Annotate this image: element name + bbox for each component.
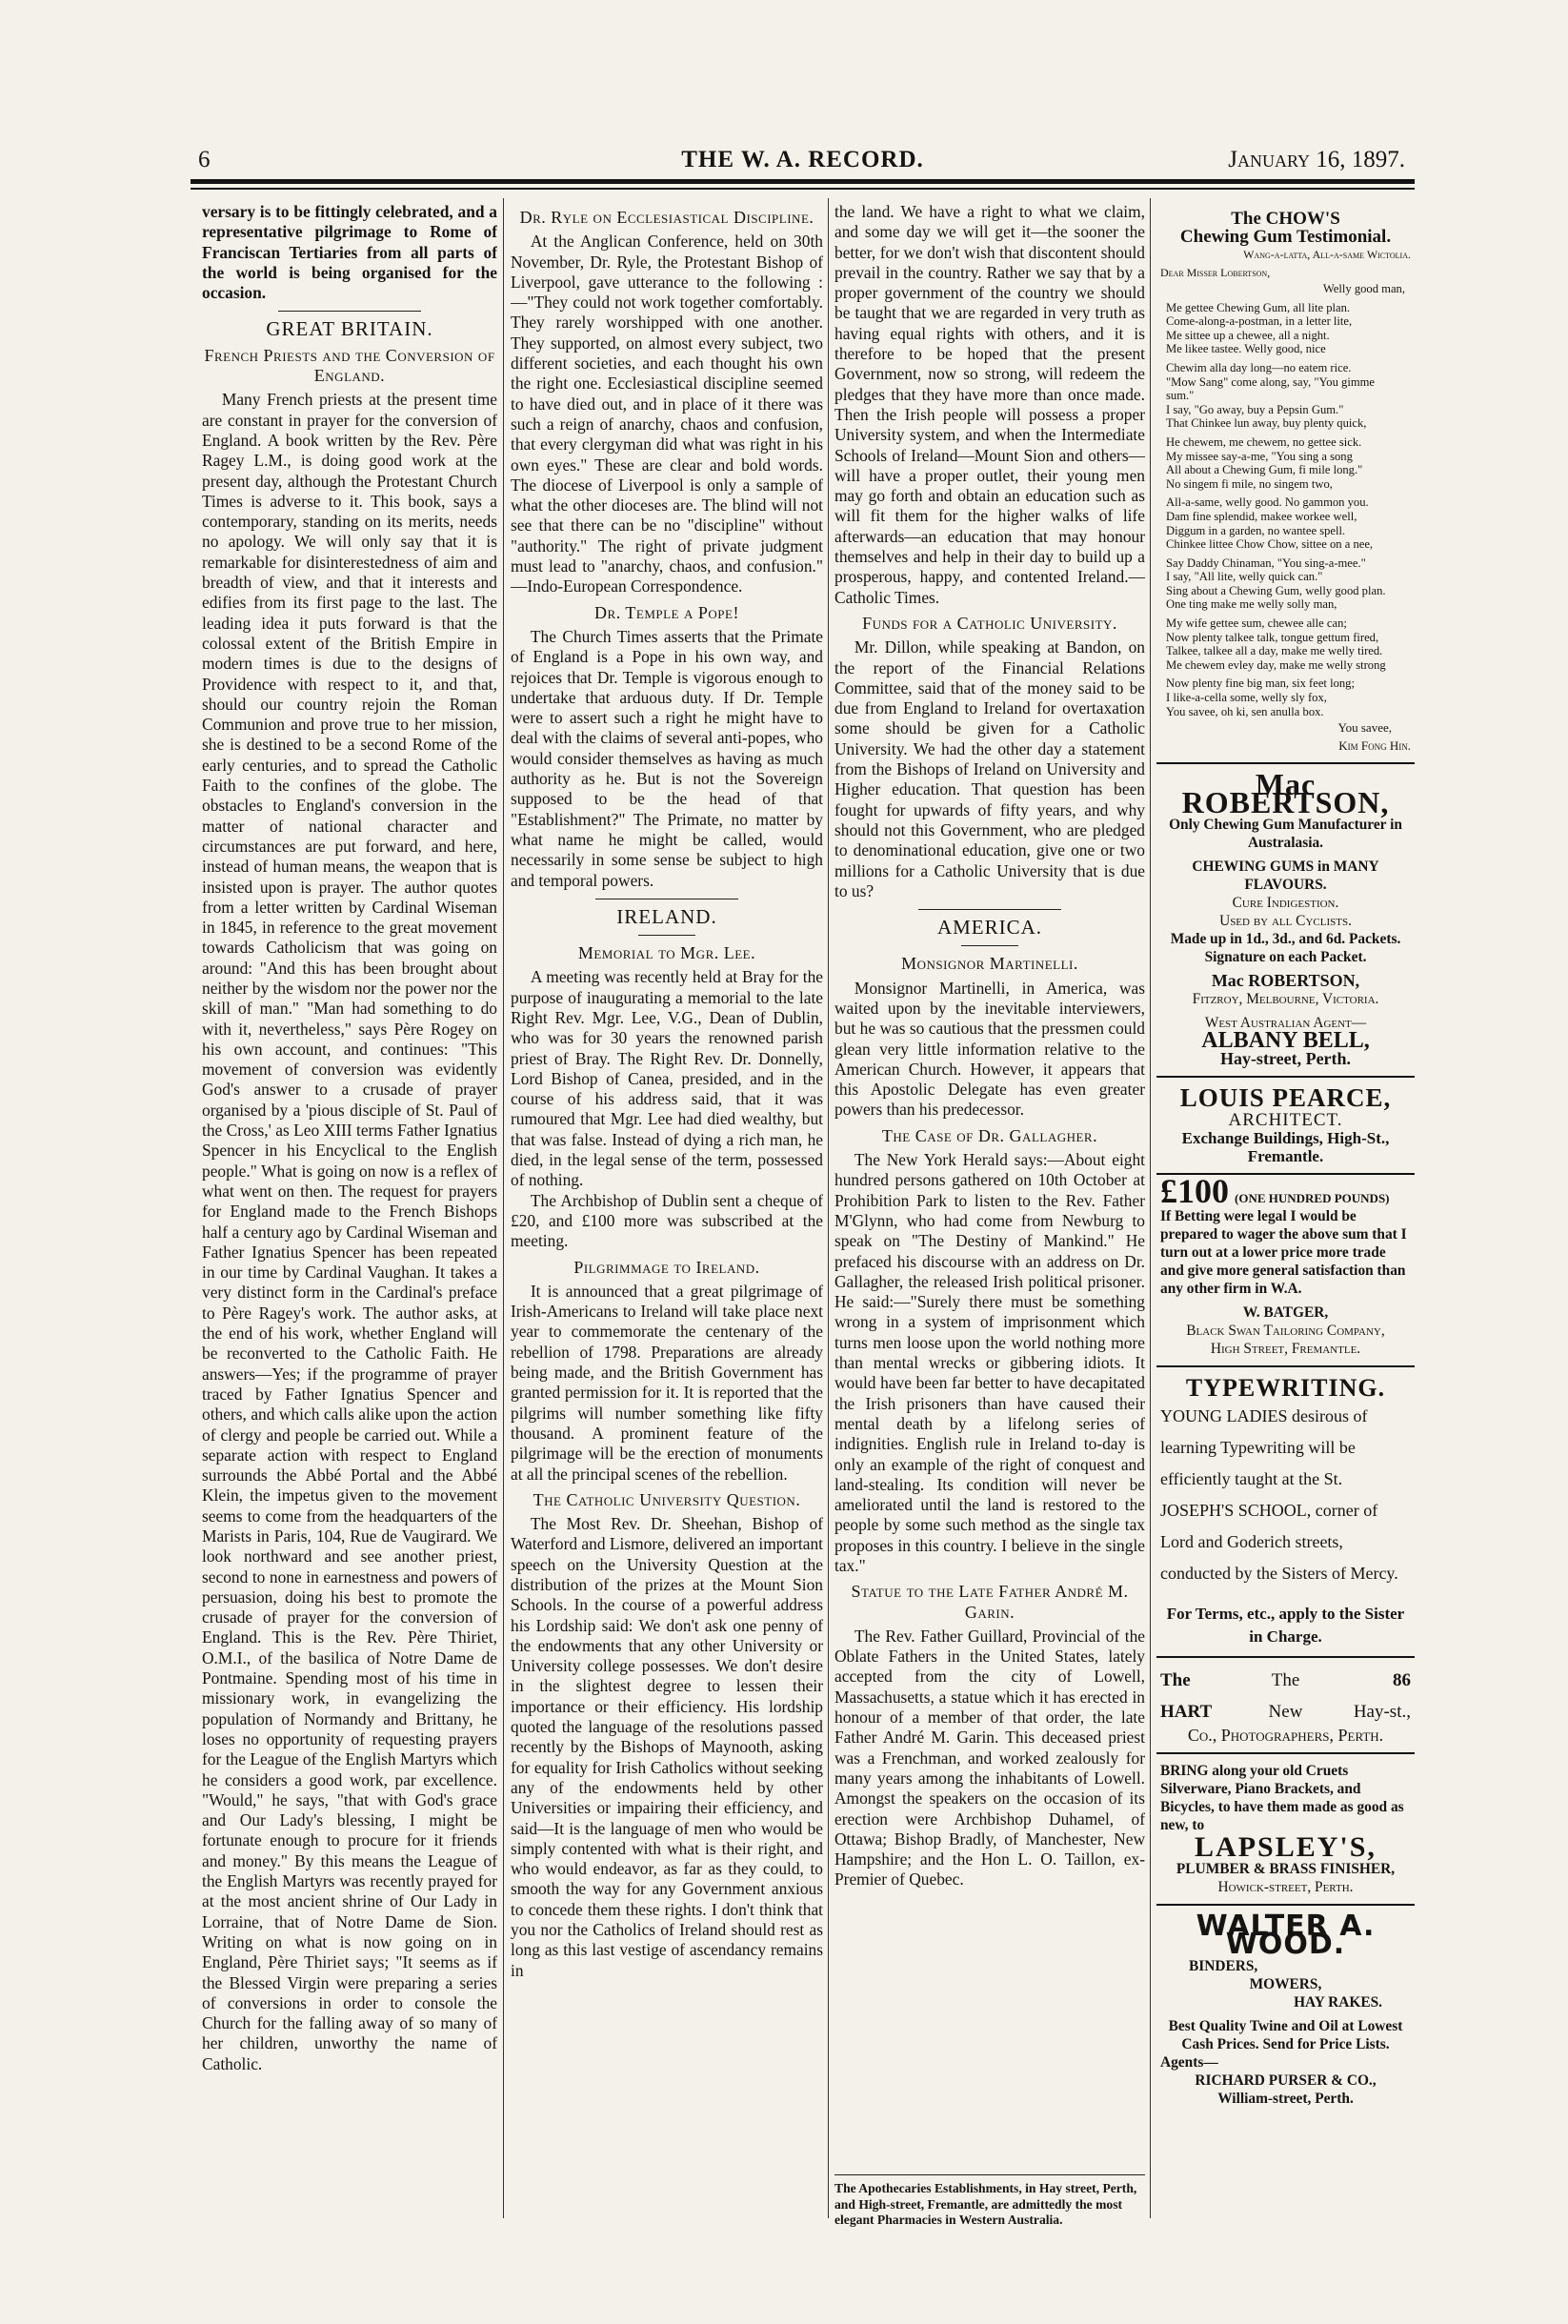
column-divider [828,198,829,2218]
ad-body: YOUNG LADIES desirous of learning Typewriting will be efficiently taught at the St. JOSEPH'S SCHOOL, corner of Lord and Goderich streets, conducted by the Sisters of Mercy. [1160,1406,1398,1584]
ad-line: West Australian Agent— [1204,1015,1367,1032]
article-heading: The Catholic University Question. [533,1489,801,1509]
article-body: It is announced that a great pilgrimage of Irish-Americans to Ireland will take place next year to commemorate the centenary of the rebellion of 1798. Preparations are already being made, and the British Government has granted permission for it. It is reported that the pilgrims will number something like fifty thousand. A prominent feature of the pilgrimage will be the erection of monuments at all the principal scenes of the rebellion. [511,1281,823,1484]
ad-line: HAY RAKES. [1294,1994,1382,2011]
address-cell: New [1268,1702,1303,1723]
ad-greeting: Dear Misser Lobertson, [1160,266,1271,279]
poem-line: That Chinkee lun away, buy plenty quick, [1166,416,1367,431]
ad-line: Best Quality Twine and Oil at Lowest Cash Prices. Send for Price Lists. [1168,2018,1403,2053]
ad-line: Fremantle. [1247,1147,1324,1166]
chow-chewing-gum-ad [1156,202,1415,762]
ad-line: Co., Photographers, Perth. [1187,1726,1384,1746]
ad-line: Hay-street, Perth. [1219,1049,1352,1069]
ad-address-grid [1160,1671,1411,1721]
louis-pearce-ad [1156,1076,1415,1173]
continued-text: the land. We have a right to what we claim, and some day we will get it—the sooner the better, for we don't wish that discontent should prevail in the country. Rather we say that by a proper government of the country we should be taught that we are regarded in very truth as having equal rights with others, and it is therefore to be hoped that the present Government, now so strong, will redeem the pledges that they have more than once made. Then the Irish people will possess a proper University system, and when the Intermediate Schools of Ireland—Mount Sion and others—will have a proper outlet, their young men may go forth and obtain an education such as will fit them for the higher walks of life afterwards—an education that may honour themselves and help in their day to build up a prosperous, happy, and contented Ireland.—Catholic Times. [834,202,1145,607]
ad-line: High Street, Fremantle. [1210,1341,1361,1358]
article-body: Mr. Dillon, while speaking at Bandon, on the report of the Financial Relations Committee, said that of the money said to be due from England to Ireland for overtaxation some should be given for a Catholic University. We had the other day a statement from the Bishops of Ireland on University and Higher education. That question has been fought for upwards of fifty years, and why should not this Government, who are pledged to denominational education, give one or two millions for a Catholic University that is due to us? [834,637,1145,900]
ad-line: ALBANY BELL, [1201,1028,1370,1054]
newspaper-page [191,143,1415,2239]
masthead-title: THE W. A. RECORD. [681,147,924,172]
ad-title: Mac ROBERTSON, [1181,767,1390,820]
ad-body: If Betting were legal I would be prepared to wager the above sum that I turn out at a lower price more trade and give more general satisfaction than any other firm in W.A. [1160,1208,1407,1298]
ad-line: Cure Indigestion. [1232,895,1339,912]
ad-line: Exchange Buildings, High-St., [1181,1129,1390,1148]
ad-amount: £100 [1160,1172,1229,1211]
ad-line: ARCHITECT. [1228,1110,1343,1131]
ad-subtitle: Chewing Gum Testimonial. [1179,227,1392,247]
section-heading-america: AMERICA. [936,916,1043,940]
poem-line: He chewem, me chewem, no gettee sick. [1166,434,1362,449]
article-body: The Most Rev. Dr. Sheehan, Bishop of Waterford and Lismore, delivered an important speech on the University Question at the distribution of the prizes at the Mount Sion Schools. In the course of a powerful address his Lordship said: We don't ask one penny of the endowments that any other University or University college possesses. We don't desire in the slightest degree to lessen their importance or their efficiency. His lordship quoted the language of the resolutions passed recently by the Bishops of Maynooth, asking for equality for Irish Catholics without seeking any of the endowments held by other Universities or impairing their efficiency, and said—It is the language of men who would be simply contented with what is their right, and who would endeavor, as far as they could, to smooth the way for any Government anxious to concede them these rights. I don't think that you nor the Catholics of Ireland should rest as long as this last vestige of ascendancy remains in [511,1514,823,1980]
article-body: The Church Times asserts that the Primate of England is a Pope in his own way, and rejoices that Dr. Temple is vigorous enough to undertake that arduous duty. If Dr. Temple were to assert such a right he might have to deal with the claims of several anti-popes, who would consider themselves as having as much authority as he. But is not the Sovereign supposed to be the head of that "Establishment?" The Primate, no matter by what name he might be called, would necessarily in some sense be subject to high and temporal powers. [511,626,823,890]
article-body: Monsignor Martinelli, in America, was waited upon by the inevitable interviewers, but he was so cautious that the pressmen could glean very little information relative to the American Church. However, it appears that this Apostolic Delegate has even greater powers than his predecessor. [834,978,1145,1120]
ad-line: PLUMBER & BRASS FINISHER, [1176,1861,1396,1878]
address-cell: HART [1160,1702,1213,1723]
poem-line: "Mow Sang" come along, say, "You gimme sum." [1166,374,1376,403]
section-heading-great-britain: GREAT BRITAIN. [266,317,433,341]
page-header [191,143,1415,181]
article-body: A meeting was recently held at Bray for the purpose of inaugurating a memorial to the late Right Rev. Mgr. Lee, V.G., Dean of Dublin, who was for 30 years the renowned parish priest of Bray. The Right Rev. Dr. Donnelly, Lord Bishop of Canea, presided, and in the course of his address said, that it was rumoured that Mgr. Lee had died wealthy, but that was false. Instead of dying a rich man, he died, in the legal sense of the term, possessed of nothing. [511,967,823,1190]
poem-line: Welly good man, [1322,282,1405,295]
testimonial-poem [1166,282,1405,718]
article-heading: The Case of Dr. Gallagher. [881,1125,1098,1145]
ad-line: RICHARD PURSER & CO., [1195,2072,1377,2090]
address-cell: 86 [1392,1670,1411,1691]
address-cell: The [1160,1670,1191,1691]
ad-line: CHEWING GUMS in MANY FLAVOURS. [1192,859,1379,894]
article-heading: Memorial to Mgr. Lee. [577,943,756,963]
ad-line: Signature on each Packet. [1204,949,1367,966]
poem-line: Diggum in a garden, no wantee spell. [1166,523,1346,537]
ad-line: MOWERS, [1249,1976,1322,1993]
ad-line: BINDERS, [1189,1958,1258,1975]
ad-line: Agents— [1160,2054,1218,2071]
ad-line: Only Chewing Gum Manufacturer in Australasia. [1169,817,1402,852]
ad-line: Black Swan Tailoring Company, [1186,1323,1385,1340]
pharmacy-notice: The Apothecaries Establishments, in Hay street, Perth, and High-street, Fremantle, are admittedly the most elegant Pharmacies in Western Australia. [834,2174,1145,2229]
poem-line: My wife gettee sum, chewee alle can; [1166,616,1347,631]
ad-closing: You savee, [1337,720,1392,736]
poem-line: Me likee tastee. Welly good, nice [1166,342,1326,356]
poem-line: No singem fi mile, no singem two, [1166,476,1333,491]
header-rule [191,179,1415,184]
hart-photographers-ad [1156,1656,1415,1752]
article-heading: Pilgrimmage to Ireland. [573,1257,760,1277]
article-body: Many French priests at the present time are constant in prayer for the conversion of England. A book written by the Rev. Père Ragey L.M., is doing good work at the present day, although the Protestant Church Times is adverse to it. This book, says a contemporary, standing on its merits, needs no apology. We will only say that it is remarkable for disinterestedness of aim and breadth of view, and that it interests and edifies from its first page to the last. The leading idea it puts forward is that the colossal extent of the British Empire in modern times is due to the designs of Providence with respect to it, and that, should our country rejoin the Roman Communion and prove true to her mission, she is destined to be a second Rome of the early centuries, and to spread the Catholic Faith to the confines of the globe. The obstacles to England's conversion in the matter of national character and circumstances are put forward, and here, instead of human means, the weapon that is insisted upon is prayer. The author quotes from a letter written by Cardinal Wiseman in 1845, in reference to the great movement towards Catholicism that was going on around: "And this has been brought about neither by the wisdom nor the power nor the skill of man." "Man had something to do with it, nevertheless," says Père Rogey on his own account, and continues: "This movement of conversion was evidently God's answer to a crusade of prayer organised by a 'pious disciple of St. Paul of the Cross,' as Leo XIII terms Father Ignatius Spencer in his Encyclical to the English people." What is going on now is a reflex of what went on then. The request for prayers for England made to the French Bishops half a century ago by Cardinal Wiseman and Father Ignatius Spencer has been repeated in our time by Cardinal Vaughan. It takes a very distinct form in the Cardinal's preface to Père Ragey's work. The author asks, at the end of his work, whether England will be reconverted to the Catholic Faith. He answers—Yes; if the programme of prayer traced by Father Ignatius Spencer and others, and which calls alike upon the action of clergy and people be carried out. While a separate action with respect to England surrounds the Abbé Portal and the Abbé Klein, the impetus given to the movement seems to come from the headquarters of the Marists in Paris, 104, Rue de Vaugirard. We look northward and see another priest, second to none in earnestness and powers of persuasion, doing his best to promote the crusade of prayer for the conversion of England. This is the Rev. Père Thiriet, O.M.I., of the basilica of Notre Dame de Pontmaine. Spending most of his time in missionary work, in evangelizing the population of Normandy and Brittany, he loses no opportunity of requesting prayers for the League of the English Martyrs which he considers a good work, par excellence. "Would," he says, "that with God's grace and Our Lady's blessing, I might be fortunate enough to procure for it friends and money." By this means the League of the English Martyrs was recently prayed for at the most ancient shrine of Our Lady in Lorraine, that of Notre Dame de Sion. Writing on what is now going on in England, Père Thiriet says; "It seems as if the Blessed Virgin were preparing a series of conversions in order to console the Church for the falling away of so many of her children, unworthy the name of Catholic. [202,390,497,2073]
poem-line: You savee, oh ki, sen anulla box. [1166,704,1324,718]
ad-title: LAPSLEY'S, [1195,1831,1377,1864]
poem-line: Come-along-a-postman, in a letter lite, [1166,314,1353,329]
poem-line: I like-a-cella some, welly sly fox, [1166,691,1327,705]
article-heading: Statue to the Late Father André M. Garin. [851,1582,1129,1622]
ad-title: LOUIS PEARCE, [1179,1083,1392,1113]
ad-line: For Terms, etc., apply to the Sister in Charge. [1166,1605,1405,1647]
address-cell: The [1271,1670,1300,1691]
poem-line: Dam fine splendid, makee workee well, [1166,509,1357,523]
poem-line: Chinkee littee Chow Chow, sittee on a nee, [1166,537,1374,552]
divider [918,909,1061,910]
ad-title: TYPEWRITING. [1185,1374,1386,1403]
poem-line: All about a Chewing Gum, fi mile long." [1166,463,1363,477]
poem-line: I say, "All lite, welly quick can." [1166,570,1323,584]
address-cell: Hay-st., [1353,1702,1411,1723]
mac-robertson-ad [1156,762,1415,1076]
ad-line: Howick-street, Perth. [1217,1879,1354,1896]
article-heading: Monsignor Martinelli. [901,954,1078,974]
ad-body: BRING along your old Cruets Silverware, Piano Brackets, and Bicycles, to have them made as good as new, to [1160,1763,1404,1834]
article-heading: French Priests and the Conversion of England. [204,345,495,386]
column-divider [1150,198,1151,2218]
poem-line: Say Daddy Chinaman, "You sing-a-mee." [1166,556,1366,570]
ad-title: WALTER A. WOOD. [1196,1910,1376,1962]
ad-line: Mac ROBERTSON, [1211,971,1360,991]
column-2 [511,202,823,2222]
walter-wood-ad [1156,1904,1415,2115]
ad-line: Fitzroy, Melbourne, Victoria. [1192,991,1379,1008]
divider [961,945,1018,946]
article-body: The Archbishop of Dublin sent a cheque of £20, and £100 more was subscribed at the meeting. [511,1190,823,1251]
poem-line: Me sittee up a chewee, all a night. [1166,328,1330,342]
issue-date: January 16, 1897. [1228,147,1405,172]
poem-line: Me chewem evley day, make me welly strong [1166,657,1386,672]
column-1 [202,202,497,2222]
poem-line: All-a-same, welly good. No gammon you. [1166,495,1369,510]
poem-line: Chewim alla day long—no eatem rice. [1166,360,1352,374]
article-body: At the Anglican Conference, held on 30th November, Dr. Ryle, the Protestant Bishop of Liverpool, gave utterance to the following :—"They could not work together comfortably. They rarely worshipped with one another. They supported, on almost every subject, two different societies, and each thought his own the right one. Ecclesiastical discipline seemed to have died out, and in place of it there was such a reign of anarchy, chaos and confusion, that every clergyman did what was right in his own eyes." These are clear and bold words. The diocese of Liverpool is only a sample of what the other dioceses are. The blind will not see that there can be no "discipline" without "authority." The right of private judgment must lead to "anarchy, chaos, and confusion." —Indo-European Correspondence. [511,232,823,596]
poem-line: I say, "Go away, buy a Pepsin Gum." [1166,402,1344,416]
article-heading: Dr. Temple a Pope! [594,602,739,622]
ad-title: The CHOW'S [1231,209,1340,229]
article-heading: Funds for a Catholic University. [862,613,1117,633]
article-body: The Rev. Father Guillard, Provincial of the Oblate Fathers in the United States, lately accepted from the city of Lowell, Massachusetts, a statue which it has erected in honour of a member of that order, the late Father André M. Garin. This deceased priest was a Frenchman, and worked zealously for many years among the inhabitants of Lowell. Amongst the speakers on the occasion of its erection were Archbishop Duhamel, of Ottawa; Bishop Bradly, of Manchester, New Hampshire; and the Hon L. O. Taillon, ex-Premier of Quebec. [834,1626,1145,1890]
poem-line: Now plenty fine big man, six feet long; [1166,677,1355,691]
ad-signature: Kim Fong Hin. [1338,738,1411,754]
header-rule-thin [191,188,1415,190]
poem-line: My missee say-a-me, "You sing a song [1166,449,1353,463]
ad-line: William-street, Perth. [1217,2091,1354,2108]
ad-line: Made up in 1d., 3d., and 6d. Packets. [1170,931,1401,948]
ad-place: Wang-a-latta, All-a-same Wictolia. [1243,248,1411,261]
column-3 [834,202,1145,2222]
column-divider [503,198,504,2218]
poem-line: One ting make me welly solly man, [1166,597,1337,612]
page-number: 6 [198,147,211,172]
lapsley-plumber-ad [1156,1752,1415,1904]
poem-line: Sing about a Chewing Gum, welly good plan. [1166,583,1386,597]
ad-line: Used by all Cyclists. [1219,913,1352,930]
article-heading: Dr. Ryle on Ecclesiastical Discipline. [519,208,814,227]
poem-line: Now plenty talkee talk, tongue gettum fired, [1166,630,1379,644]
continued-text: versary is to be fittingly celebrated, and a representative pilgrimage to Rome of Franciscan Tertiaries from all parts of the world is being organised for the occasion. [202,202,497,303]
typewriting-ad [1156,1365,1415,1656]
divider [278,311,421,312]
article-body: The New York Herald says:—About eight hundred persons gathered on 10th October at Prohibition Park to listen to the Rev. Father M'Glynn, who had come from Newburg to speak on "The Destiny of Mankind." He prefaced his discourse with an address on Dr. Gallagher, the released Irish political prisoner. He said:—"Surely there must be something wrong in a system of imprisonment which turns men loose upon the world nothing more than mental wrecks or gibbering idiots. It would have been far better to have decapitated the Irish prisoners than have caused their mental death by a lifelong series of indignities. English rule in Ireland to-day is only an example of the right of conquest and land-stealing. Its condition will never be ameliorated until the land is restored to the people by some such method as the single tax proposes in this country. I believe in the single tax." [834,1150,1145,1575]
divider [638,935,695,936]
section-heading-ireland: IRELAND. [616,904,717,928]
poem-line: Talkee, talkee all a day, make me welly tired. [1166,644,1383,658]
poem-line: Me gettee Chewing Gum, all lite plan. [1166,300,1351,314]
ad-line: W. BATGER, [1242,1304,1329,1322]
batger-tailoring-ad [1156,1173,1415,1365]
ad-amount-words: (ONE HUNDRED POUNDS) [1235,1191,1390,1206]
advertisements-column [1156,202,1415,2222]
